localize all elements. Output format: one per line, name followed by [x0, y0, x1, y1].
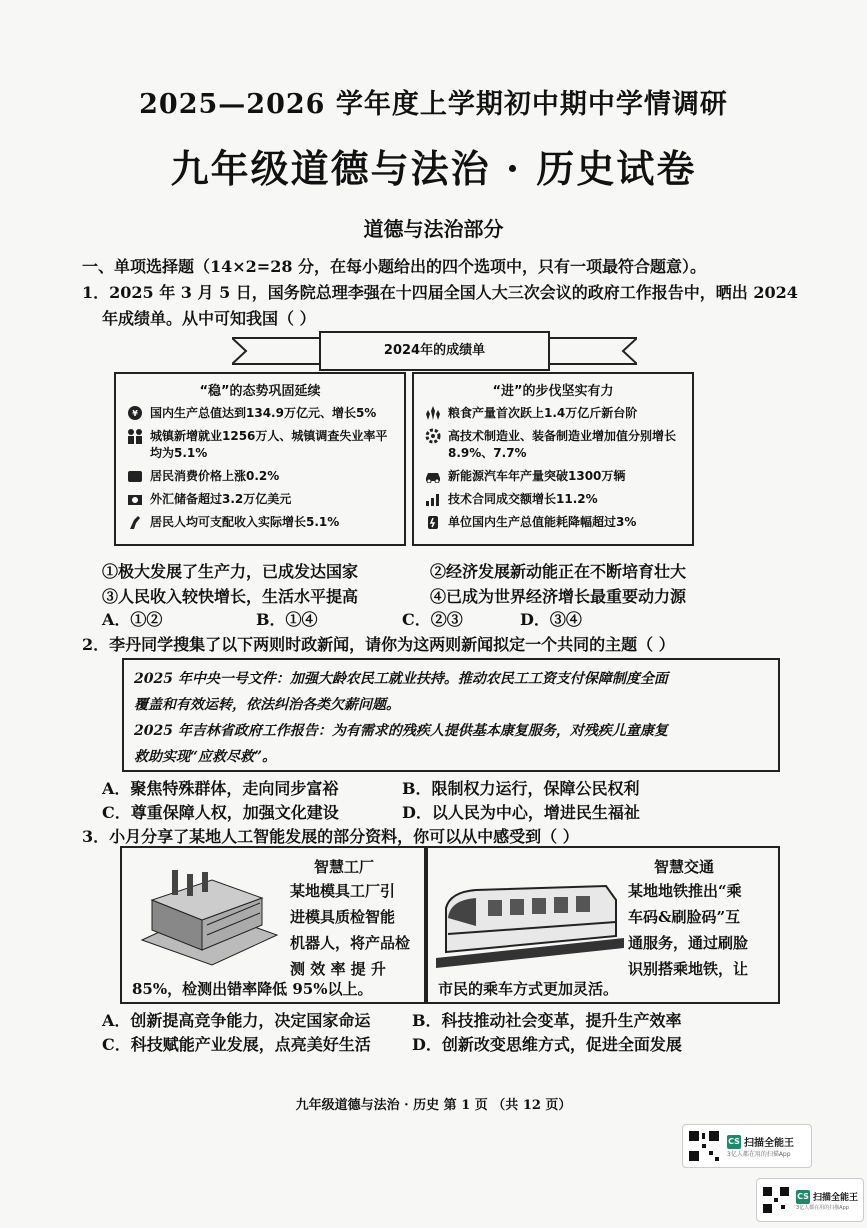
right-panel-title: “进”的步伐坚实有力 [492, 384, 614, 399]
train-illustration [436, 878, 624, 968]
q1-option-b[interactable]: B．①④ [256, 610, 318, 629]
factory-line: 机器人，将产品检 [290, 934, 411, 952]
factory-line: 某地模具工厂引 [290, 882, 396, 900]
factory-line: 测 效 率 提 升 [290, 960, 386, 978]
car-icon [424, 468, 442, 484]
banner-title: 2024年的成绩单 [383, 343, 486, 358]
q2-option-d[interactable]: D．以人民为中心，增进民生福祉 [402, 803, 640, 822]
scanner-watermark [756, 1178, 864, 1222]
q3-option-a[interactable]: A．创新提高竞争能力，决定国家命运 [102, 1011, 371, 1030]
factory-line: 85%，检测出错率降低 95%以上。 [132, 980, 373, 998]
q3-factory-box [120, 846, 426, 1004]
right-item: 单位国内生产总值能耗降幅超过3% [424, 514, 682, 531]
news-line: 2025 年吉林省政府工作报告：为有需求的残疾人提供基本康复服务，对残疾儿童康复 [134, 723, 668, 739]
q3-stem: 3．小月分享了某地人工智能发展的部分资料，你可以从中感受到（ ） [82, 827, 579, 846]
cs-logo-icon: CS [727, 1135, 741, 1149]
left-item: 居民消费价格上涨0.2% [126, 468, 394, 485]
traffic-line: 某地地铁推出“乘 [628, 882, 742, 900]
traffic-line: 通服务，通过刷脸 [628, 934, 749, 952]
section-title: 道德与法治部分 [363, 217, 504, 241]
q1-stem-line1: 1．2025 年 3 月 5 日，国务院总理李强在十四届全国人大三次会议的政府工作报告中，晒出 2024 [82, 283, 798, 302]
right-item: 粮食产量首次跃上1.4万亿斤新台阶 [424, 405, 682, 422]
news-line: 2025 年中央一号文件：加强大龄农民工就业扶持。推动农民工工资支付保障制度全面 [134, 671, 668, 687]
q1-option-c[interactable]: C．②③ [402, 610, 463, 629]
qr-code-icon [761, 1185, 791, 1215]
left-item: 城镇新增就业1256万人、城镇调查失业率平均为5.1% [126, 428, 394, 462]
traffic-line: 识别搭乘地铁，让 [628, 960, 749, 978]
right-item: 新能源汽车年产量突破1300万辆 [424, 468, 682, 485]
q3-option-d[interactable]: D．创新改变思维方式，促进全面发展 [412, 1035, 682, 1054]
q2-option-b[interactable]: B．限制权力运行，保障公民权利 [402, 779, 640, 798]
q1-option-d[interactable]: D．③④ [520, 610, 582, 629]
q1-statement-4: ④已成为世界经济增长最重要动力源 [430, 587, 687, 606]
left-item: 居民人均可支配收入实际增长5.1% [126, 514, 394, 531]
exam-title-line2: 九年级道德与法治 · 历史试卷 [170, 146, 697, 191]
q1-option-a[interactable]: A．①② [102, 610, 163, 629]
q1-statement-2: ②经济发展新动能正在不断培育壮大 [430, 562, 687, 581]
right-item: 高技术制造业、装备制造业增加值分别增长8.9%、7.7% [424, 428, 682, 462]
grain-icon [424, 405, 442, 421]
traffic-title: 智慧交通 [654, 858, 715, 876]
left-item: ¥ 国内生产总值达到134.9万亿元、增长5% [126, 405, 394, 422]
news-line: 救助实现“应救尽救”。 [134, 749, 277, 765]
scanner-brand: 扫描全能王 [813, 1193, 859, 1203]
q2-option-a[interactable]: A．聚焦特殊群体，走向同步富裕 [102, 779, 339, 798]
q3-option-b[interactable]: B．科技推动社会变革，提升生产效率 [412, 1011, 682, 1030]
energy-icon [424, 514, 442, 530]
factory-illustration [132, 870, 282, 970]
right-item: 技术合同成交额增长11.2% [424, 491, 682, 508]
hand-icon [126, 514, 144, 530]
scanner-sub: 3亿人都在用的扫描App [727, 1151, 791, 1158]
cs-logo-icon: CS [796, 1190, 810, 1204]
left-item: 外汇储备超过3.2万亿美元 [126, 491, 394, 508]
reserve-icon [126, 491, 144, 507]
q1-stem-line2: 年成绩单。从中可知我国（ ） [102, 309, 316, 328]
chart-icon [424, 491, 442, 507]
scanner-watermark [682, 1124, 812, 1168]
scanner-sub: 3亿人都在用的扫描App [796, 1204, 849, 1211]
q2-stem: 2．李丹同学搜集了以下两则时政新闻，请你为这两则新闻拟定一个共同的主题（ ） [82, 635, 675, 654]
q2-news-box [122, 658, 780, 772]
traffic-line: 市民的乘车方式更加灵活。 [438, 980, 619, 998]
svg-text:¥: ¥ [132, 409, 138, 418]
factory-line: 进模具质检智能 [290, 908, 396, 926]
q1-statement-1: ①极大发展了生产力，已成发达国家 [102, 562, 359, 581]
qr-code-icon [687, 1129, 721, 1163]
wallet-icon [126, 468, 144, 484]
q1-statement-3: ③人民收入较快增长，生活水平提高 [102, 587, 359, 606]
left-panel-title: “稳”的态势巩固延续 [199, 384, 321, 399]
page-footer: 九年级道德与法治 · 历史 第 1 页 （共 12 页） [295, 1098, 572, 1113]
q3-option-c[interactable]: C．科技赋能产业发展，点亮美好生活 [102, 1035, 371, 1054]
news-line: 覆盖和有效运转，依法纠治各类欠薪问题。 [134, 697, 400, 713]
people-icon [126, 428, 144, 444]
q2-option-c[interactable]: C．尊重保障人权，加强文化建设 [102, 803, 339, 822]
instructions: 一、单项选择题（14×2=28 分，在每小题给出的四个选项中，只有一项最符合题意）。 [82, 257, 707, 276]
money-icon [126, 405, 144, 421]
q1-right-panel [412, 372, 694, 546]
factory-title: 智慧工厂 [314, 858, 375, 876]
traffic-line: 车码&刷脸码”互 [628, 908, 741, 926]
exam-title-line1: 2025—2026 学年度上学期初中期中学情调研 [139, 89, 728, 120]
scanner-brand: 扫描全能王 [744, 1138, 794, 1149]
q3-traffic-box [426, 846, 780, 1004]
gear-icon [424, 428, 442, 444]
q1-left-panel [114, 372, 406, 546]
